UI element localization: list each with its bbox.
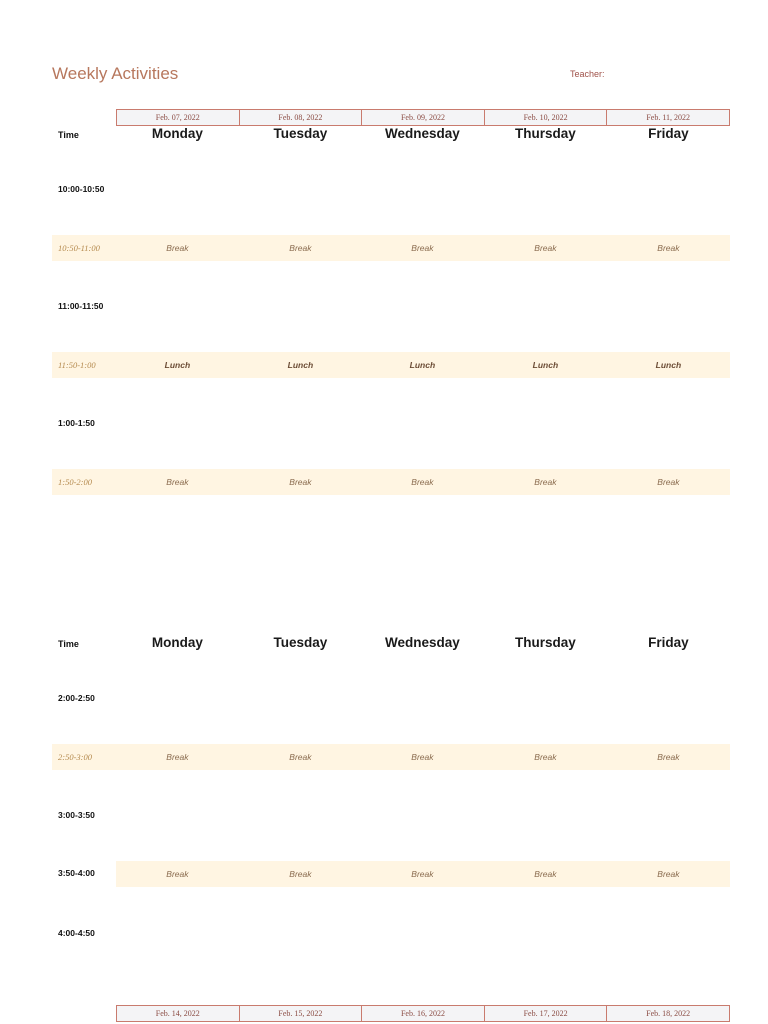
break-cell: Break [534, 869, 557, 879]
break-cell: Break [289, 243, 312, 253]
time-label: 11:00-11:50 [58, 301, 104, 311]
break-band [52, 235, 730, 261]
lunch-cell: Lunch [532, 360, 559, 370]
date-cell: Feb. 10, 2022 [485, 110, 608, 125]
lunch-cell: Lunch [655, 360, 682, 370]
break-cell: Break [166, 869, 189, 879]
date-cell: Feb. 11, 2022 [646, 113, 691, 122]
break-cell: Break [657, 243, 680, 253]
date-cell: Feb. 18, 2022 [646, 1009, 691, 1018]
break-band [52, 469, 730, 495]
day-header-wednesday: Wednesday [385, 635, 460, 650]
week1-date-row [116, 109, 730, 126]
day-header-thursday: Thursday [515, 126, 576, 141]
date-cell: Feb. 07, 2022 [117, 110, 240, 125]
day-header-thursday: Thursday [515, 635, 576, 650]
break-cell: Break [534, 752, 557, 762]
time-label: 1:50-2:00 [58, 477, 92, 487]
break-cell: Break [411, 477, 434, 487]
break-cell: Break [534, 243, 557, 253]
date-cell: Feb. 15, 2022 [240, 1006, 363, 1021]
lunch-cell: Lunch [287, 360, 314, 370]
time-label: 4:00-4:50 [58, 928, 95, 938]
time-label: 1:00-1:50 [58, 418, 95, 428]
break-cell: Break [534, 477, 557, 487]
break-cell: Break [411, 243, 434, 253]
break-cell: Break [166, 477, 189, 487]
break-cell: Break [411, 752, 434, 762]
break-cell: Break [289, 869, 312, 879]
section1-header [52, 126, 730, 146]
break-cell: Break [657, 477, 680, 487]
time-label: 2:50-3:00 [58, 752, 92, 762]
break-cell: Break [289, 752, 312, 762]
day-header-tuesday: Tuesday [273, 635, 328, 650]
day-header-monday: Monday [151, 635, 203, 650]
time-header: Time [58, 639, 79, 649]
date-cell: Feb. 08, 2022 [240, 110, 363, 125]
week2-date-row [116, 1005, 730, 1022]
section2-header [52, 635, 730, 655]
day-header-friday: Friday [648, 635, 689, 650]
day-header-monday: Monday [151, 126, 203, 141]
break-cell: Break [166, 243, 189, 253]
break-cell: Break [657, 869, 680, 879]
day-header-tuesday: Tuesday [273, 126, 328, 141]
lunch-cell: Lunch [164, 360, 191, 370]
time-label: 2:00-2:50 [58, 693, 95, 703]
break-cell: Break [411, 869, 434, 879]
break-cell: Break [166, 752, 189, 762]
time-label: 3:50-4:00 [58, 868, 95, 878]
date-cell: Feb. 14, 2022 [117, 1006, 240, 1021]
day-header-wednesday: Wednesday [385, 126, 460, 141]
time-label: 10:00-10:50 [58, 184, 105, 194]
date-cell: Feb. 09, 2022 [362, 110, 485, 125]
time-label: 10:50-11:00 [58, 243, 100, 253]
break-cell: Break [289, 477, 312, 487]
teacher-label: Teacher: [570, 69, 605, 79]
lunch-cell: Lunch [409, 360, 436, 370]
page-title: Weekly Activities [52, 64, 179, 83]
time-label: 3:00-3:50 [58, 810, 95, 820]
time-label: 11:50-1:00 [58, 360, 96, 370]
date-cell: Feb. 16, 2022 [362, 1006, 485, 1021]
day-header-friday: Friday [648, 126, 689, 141]
time-header: Time [58, 130, 79, 140]
break-band [116, 861, 730, 887]
break-cell: Break [657, 752, 680, 762]
break-band [52, 744, 730, 770]
date-cell: Feb. 17, 2022 [485, 1006, 608, 1021]
lunch-band [52, 352, 730, 378]
